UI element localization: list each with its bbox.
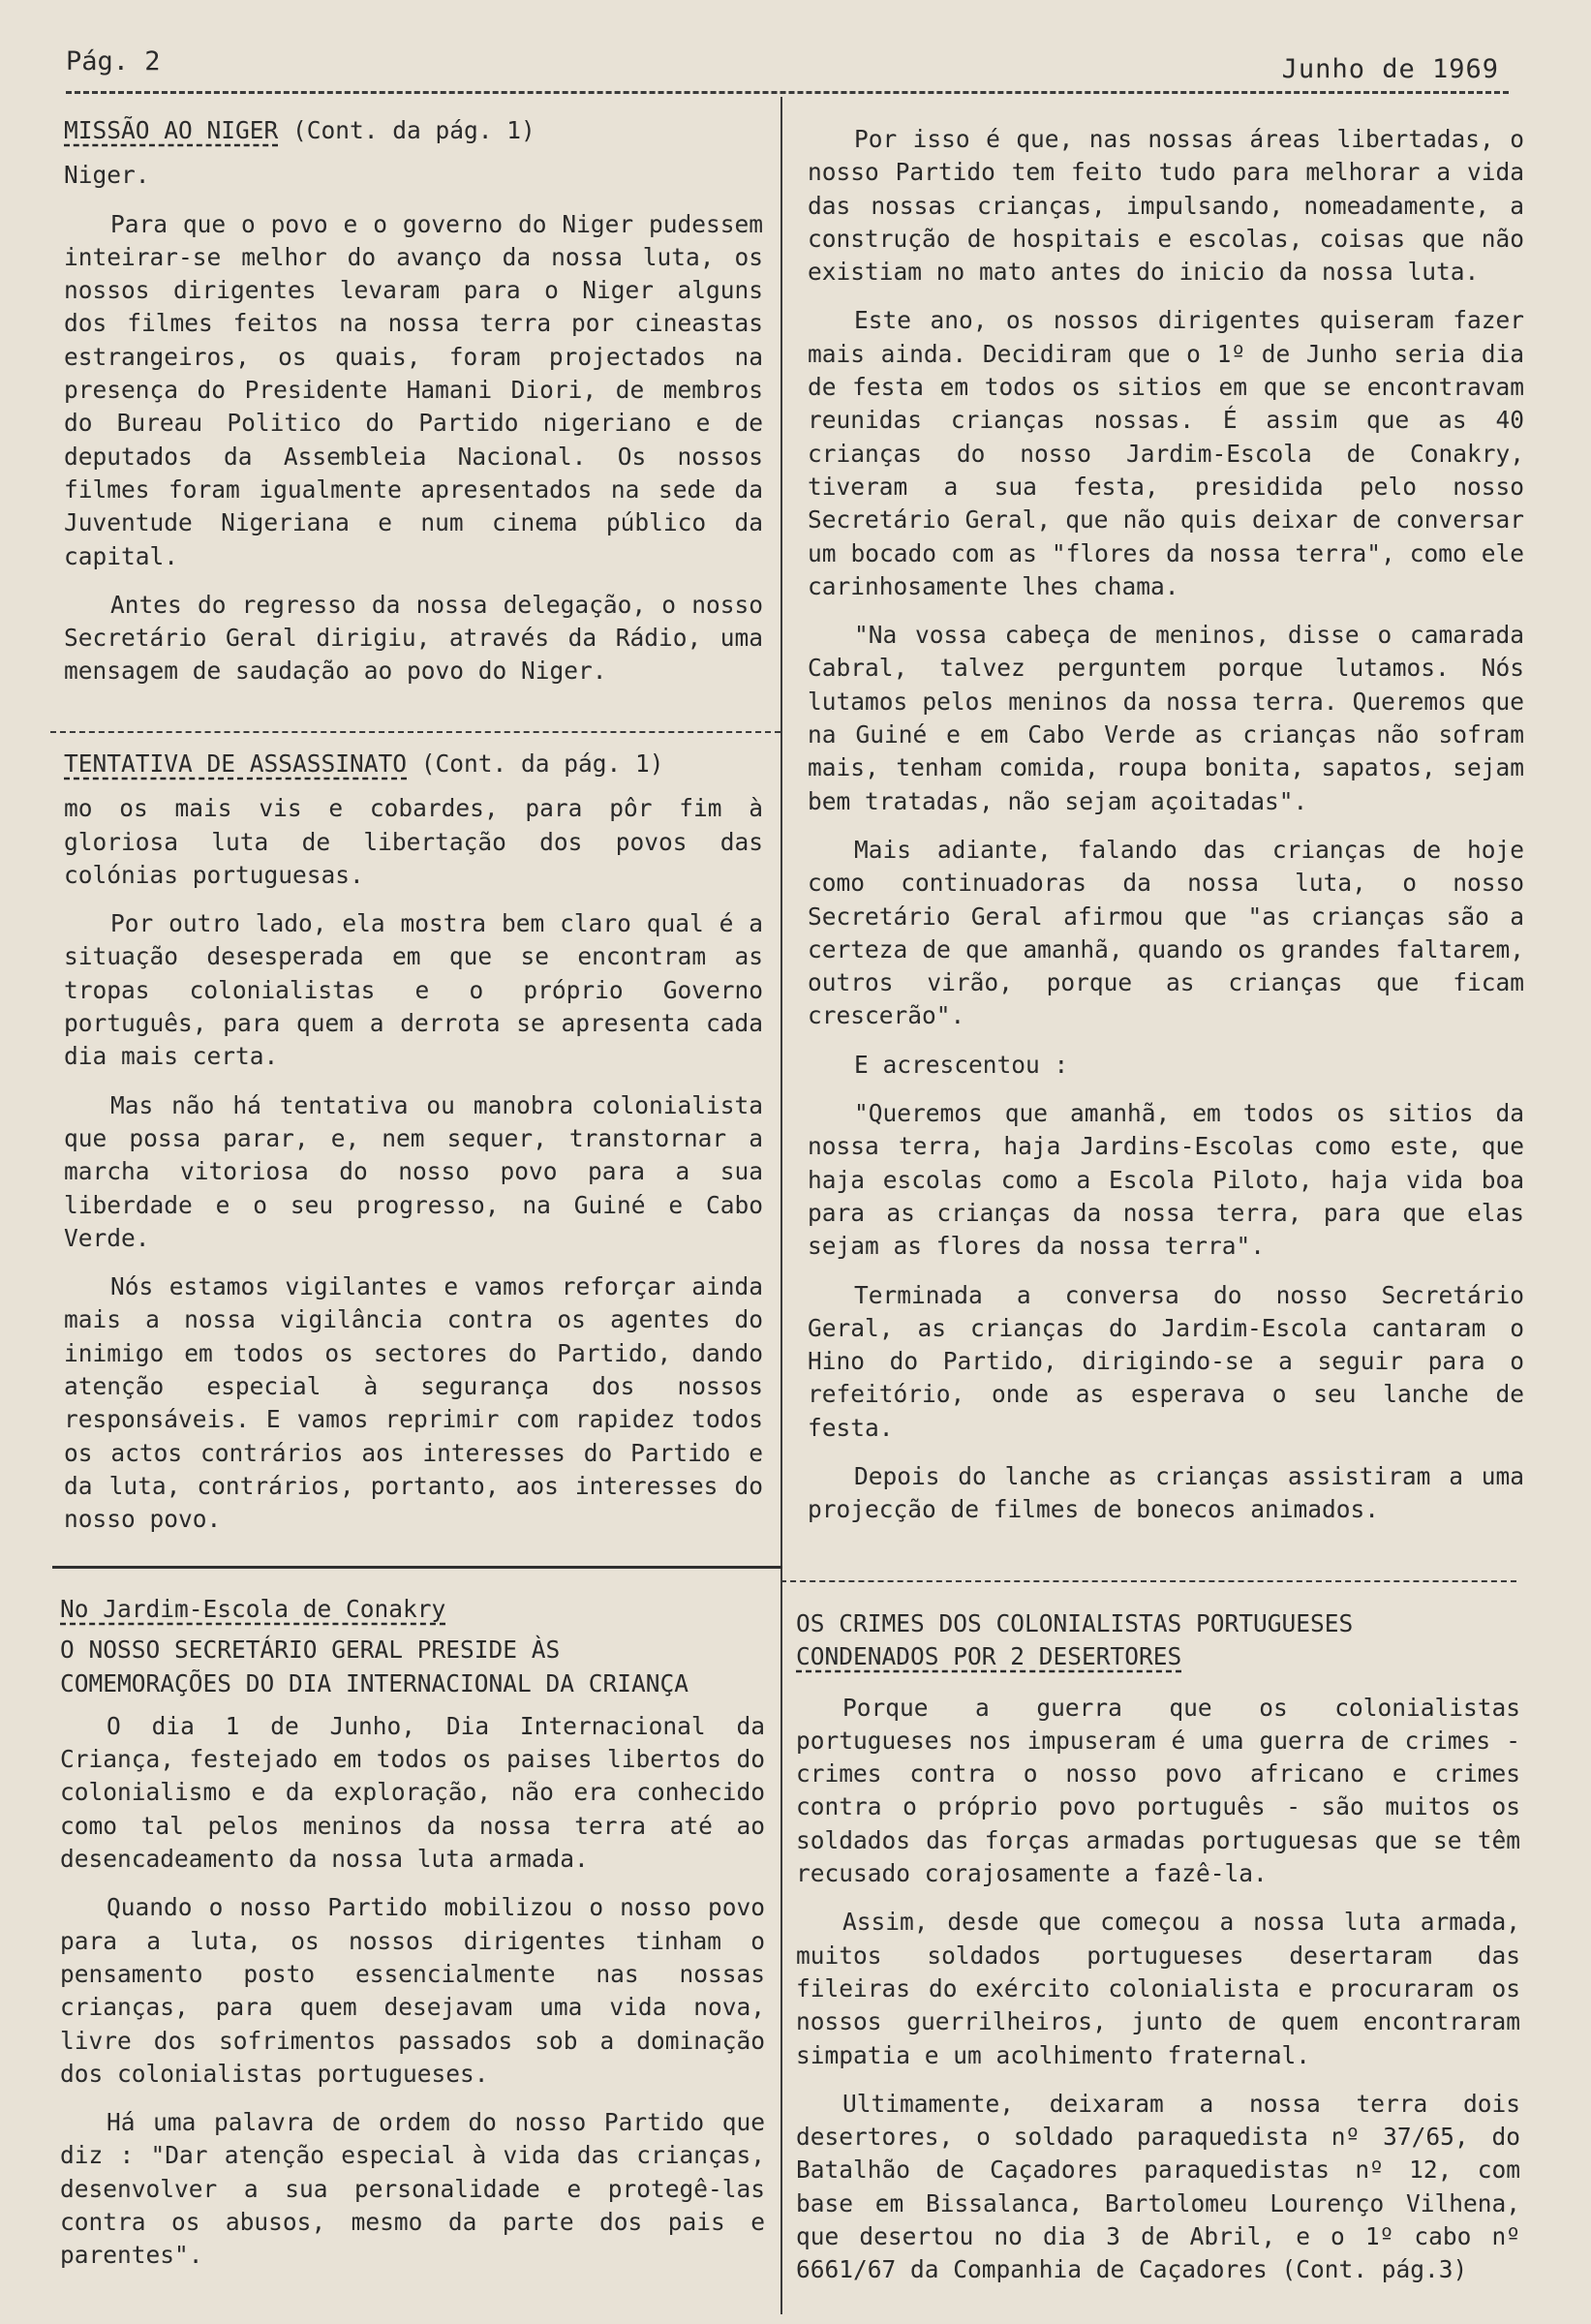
paragraph: Para que o povo e o governo do Niger pudessem inteirar-se melhor do avanço da nossa luta, os nossos dirigentes levaram para o Niger alguns dos filmes feitos na nossa terra por cineastas estrangeiros, os quais, foram projectados na presença do Presidente Hamani Diori, de membros do Bureau Politico do Partido nigeriano e de deputados da Assembleia Nacional. Os nossos filmes foram igualmente apresentados na sede da Juventude Nigeriana e num cinema público da capital.: [64, 209, 763, 570]
paragraph: "Na vossa cabeça de meninos, disse o camarada Cabral, talvez perguntem porque lutamos. Nós lutamos pelos meninos da nossa terra. Queremos que na Guiné e em Cabo Verde as crianças não sofram mais, tenham comida, roupa bonita, sapatos, sejam bem tratadas, não sejam açoitadas".: [808, 621, 1524, 815]
paragraph: Nós estamos vigilantes e vamos reforçar ainda mais a nossa vigilância contra os agentes do inimigo em todos os sectores do Partido, dando atenção especial à segurança dos nossos responsáveis. E vamos reprimir com rapidez todos os actos contrários aos interesses do Partido e da luta, contrários, portanto, aos interesses do nosso povo.: [64, 1272, 763, 1534]
paragraph: E acrescentou :: [854, 1050, 1069, 1079]
paragraph: mo os mais vis e cobardes, para pôr fim à gloriosa luta de libertação dos povos das colónias portuguesas.: [64, 794, 763, 889]
paragraph: Assim, desde que começou a nossa luta armada, muitos soldados portugueses desertaram das fileiras do exército colonialista e procuraram os nossos guerrilheiros, junto de quem encontraram simpatia e um acolhimento fraternal.: [796, 1908, 1520, 2069]
section-divider: [52, 1566, 782, 1569]
article-crimes-title-2: [796, 1640, 1520, 1673]
article-jardim-kicker-line: [60, 1593, 765, 1626]
paragraph: Niger.: [64, 161, 150, 190]
issue-date: Junho de 1969: [1281, 54, 1499, 84]
paragraph: Por isso é que, nas nossas áreas libertadas, o nosso Partido tem feito tudo para melhorar a vida das nossas crianças, impulsando, nomeadamente, a construção de hospitais e escolas, coisas que não existiam no mato antes do inicio da nossa luta.: [808, 125, 1524, 287]
article-assassinato-cont: (Cont. da pág. 1): [407, 749, 664, 778]
article-niger: [64, 114, 763, 704]
article-niger-heading: [64, 114, 763, 147]
paragraph: Quando o nosso Partido mobilizou o nosso povo para a luta, os nossos dirigentes tinham o pensamento posto essencialmente nas nossas crianças, para quem desejavam uma vida nova, livre dos sofrimentos passados sob a dominação dos colonialistas portugueses.: [60, 1893, 765, 2088]
article-jardim-kicker: No Jardim-Escola de Conakry: [60, 1595, 446, 1623]
paragraph: Porque a guerra que os colonialistas portugueses nos impuseram é uma guerra de crimes - crimes contra o nosso povo africano e crimes contra o próprio povo português - são muitos os soldados das forças armadas portuguesas que se têm recusado corajosamente a fazê-la.: [796, 1693, 1520, 1888]
header-rule: [66, 91, 1509, 94]
article-assassinato-heading: [64, 748, 763, 780]
article-crimes: [796, 1607, 1520, 2303]
paragraph: Antes do regresso da nossa delegação, o nosso Secretário Geral dirigiu, através da Rádio, uma mensagem de saudação ao povo do Niger.: [64, 590, 763, 686]
article-crimes-title-2-text: CONDENADOS POR 2 DESERTORES: [796, 1642, 1182, 1671]
article-jardim-title-2: COMEMORAÇÕES DO DIA INTERNACIONAL DA CRIANÇA: [60, 1668, 689, 1697]
paragraph: Mas não há tentativa ou manobra colonialista que possa parar, e, nem sequer, transtornar a marcha vitoriosa do nosso povo para a sua liberdade e o seu progresso, na Guiné e Cabo Verde.: [64, 1090, 763, 1252]
article-assassinato-title: TENTATIVA DE ASSASSINATO: [64, 749, 408, 778]
paragraph: Ultimamente, deixaram a nossa terra dois desertores, o soldado paraquedista nº 37/65, do Batalhão de Caçadores paraquedistas nº 12, com base em Bissalanca, Bartolomeu Lourenço Vilhena, que desertou no dia 3 de Abril, e o 1º cabo nº 6661/67 da Companhia de Caçadores (Cont. pág.3): [796, 2089, 1520, 2284]
article-jardim: [60, 1593, 765, 2288]
paragraph: Há uma palavra de ordem do nosso Partido que diz : "Dar atenção especial à vida das crianças, desenvolver a sua personalidade e protegê-las contra os abusos, mesmo da parte dos pais e parentes".: [60, 2108, 765, 2270]
page-header: [66, 46, 1499, 89]
article-jardim-continued: [808, 123, 1524, 1543]
article-crimes-title-1: OS CRIMES DOS COLONIALISTAS PORTUGUESES: [796, 1609, 1354, 1637]
article-assassinato: [64, 748, 763, 1552]
paragraph: O dia 1 de Junho, Dia Internacional da Criança, festejado em todos os paises libertos do colonialismo e da exploração, não era conhecido como tal pelos meninos da nossa terra até ao desencadeamento da nossa luta armada.: [60, 1711, 765, 1874]
column-divider: [780, 97, 782, 2314]
article-niger-title: MISSÃO AO NIGER: [64, 116, 279, 144]
section-divider: [780, 1580, 1516, 1582]
article-jardim-title-1: O NOSSO SECRETÁRIO GERAL PRESIDE ÀS: [60, 1636, 561, 1665]
paragraph: Por outro lado, ela mostra bem claro qual é a situação desesperada em que se encontram as tropas colonialistas e o próprio Governo português, para quem a derrota se apresenta cada dia mais certa.: [64, 909, 763, 1071]
paragraph: Depois do lanche as crianças assistiram a uma projecção de filmes de bonecos animados.: [808, 1461, 1524, 1524]
paragraph: Mais adiante, falando das crianças de hoje como continuadoras da nossa luta, o nosso Secretário Geral afirmou que "as crianças são a certeza de que amanhã, quando os grandes faltarem, outros virão, porque as crianças que ficam crescerão".: [808, 835, 1524, 1030]
paragraph: Este ano, os nossos dirigentes quiseram fazer mais ainda. Decidiram que o 1º de Junho seria dia de festa em todos os sitios em que se encontravam reunidas crianças nossas. É assim que as 40 crianças do nosso Jardim-Escola de Conakry, tiveram a sua festa, presidida pelo nosso Secretário Geral, que não quis deixar de conversar um bocado com as "flores da nossa terra", como ele carinhosamente lhes chama.: [808, 306, 1524, 600]
paragraph: "Queremos que amanhã, em todos os sitios da nossa terra, haja Jardins-Escolas como este, que haja escolas como a Escola Piloto, haja vida boa para as crianças da nossa terra, para que elas sejam as flores da nossa terra".: [808, 1099, 1524, 1261]
page-number: Pág. 2: [66, 46, 161, 76]
article-niger-cont: (Cont. da pág. 1): [278, 116, 535, 144]
section-divider: [50, 731, 780, 733]
paragraph: Terminada a conversa do nosso Secretário Geral, as crianças do Jardim-Escola cantaram o Hino do Partido, dirigindo-se a seguir para o refeitório, onde as esperava o seu lanche de festa.: [808, 1280, 1524, 1442]
